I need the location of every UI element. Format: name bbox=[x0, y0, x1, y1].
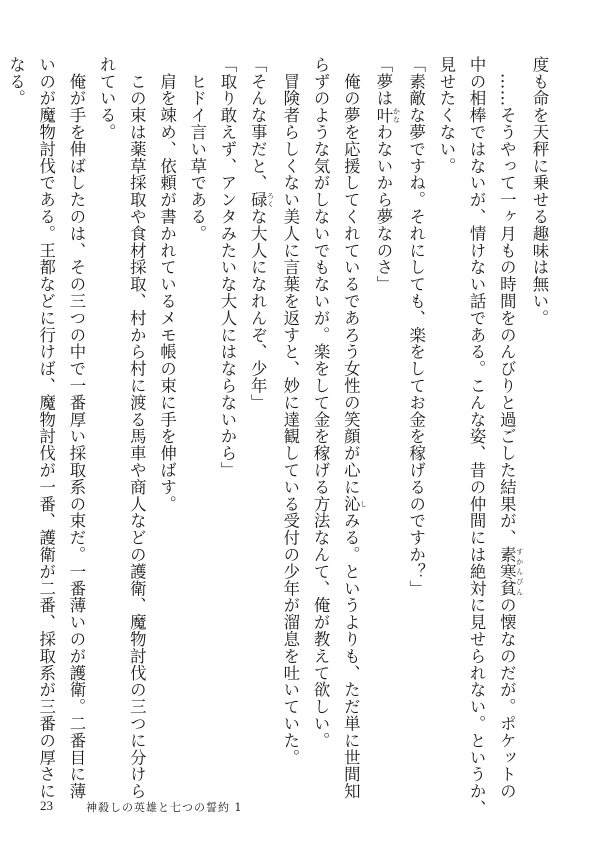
page-number: 23 bbox=[40, 798, 53, 813]
text-line: 「取り敢えず、アンタみたいな大人にはならないから」 bbox=[217, 56, 237, 479]
text-line: なる。 bbox=[6, 56, 26, 107]
text-line: 俺が手を伸ばしたのは、その三つの中で一番厚い採取系の束だ。一番薄いのが護衛。二番目に薄 bbox=[66, 56, 86, 800]
text-line: 中の相棒ではないが、情けない話である。こんな姿、昔の仲間には絶対に見せられない。というか、 bbox=[467, 56, 487, 817]
text-line: 「素敵な夢ですね。それにしても、楽をしてお金を稼げるのですか？」 bbox=[406, 56, 426, 597]
text-line: 肩を竦め、依頼が書かれているメモ帳の束に手を伸ばす。 bbox=[157, 56, 177, 513]
text-line: 度も命を天秤に乗せる趣味は無い。 bbox=[530, 56, 549, 327]
text-line: いのが魔物討伐である。王都などに行けば、魔物討伐が一番、護衛が二番、採取系が三番の厚さに bbox=[36, 56, 56, 800]
text-line: らずのような気がしないでもないが。楽をして金を稼げる方法なんて、俺が教えて欲しい。 bbox=[311, 56, 331, 749]
text-line: ……そうやって一ヶ月もの時間をのんびりと過ごした結果が、素寒貧 すかんぴんの懐なのだが。ポケットの bbox=[497, 56, 524, 800]
text-line: 見せたくない。 bbox=[436, 56, 456, 175]
running-title: 神殺しの英雄と七つの誓約 1 bbox=[86, 801, 243, 814]
text-line: この束は薬草採取や食材採取、村から村に渡る馬車や商人などの護衛、魔物討伐の三つに分けら bbox=[127, 56, 147, 800]
text-line: 「夢は叶 かなわないから夢なのさ」 bbox=[373, 56, 401, 293]
text-line: ヒドイ言い草である。 bbox=[187, 56, 207, 242]
text-line: 俺の夢を応援してくれているであろう女性の笑顔が心に沁 しみる。というよりも、ただ単に世間知 bbox=[341, 56, 368, 800]
text-line: 「そんな事だと、碌 ろくな大人になれんぞ、少年」 bbox=[248, 56, 275, 411]
text-line: 冒険者らしくない美人に言葉を返すと、妙に達観している受付の少年が溜息を吐いていた。 bbox=[280, 56, 300, 766]
text-line: れている。 bbox=[97, 56, 117, 141]
